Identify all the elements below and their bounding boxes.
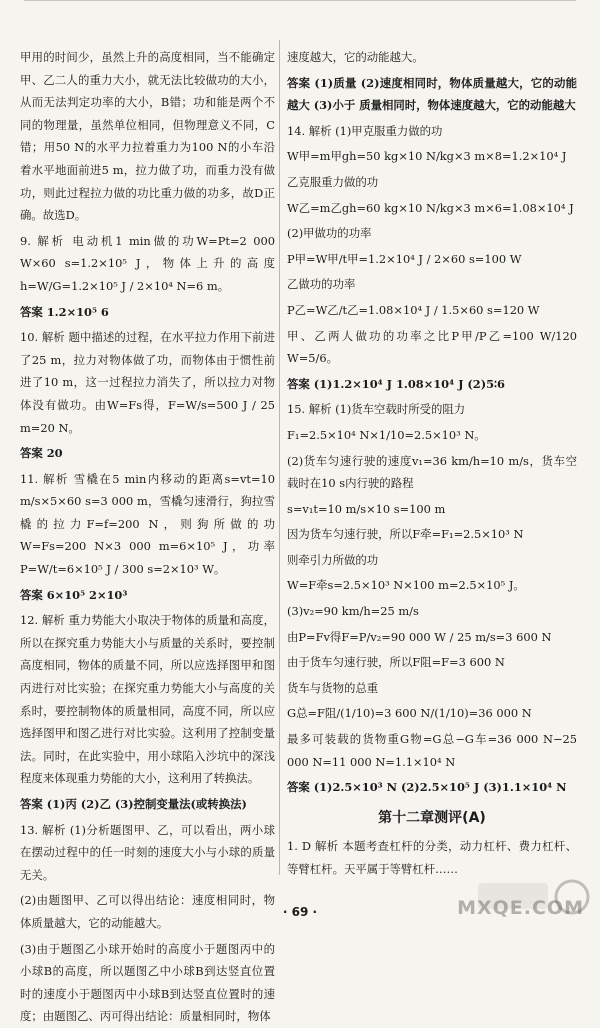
right-paragraph: W=F牵s=2.5×10³ N×100 m=2.5×10⁵ J。	[287, 578, 525, 593]
right-paragraph: (2)甲做功的功率	[287, 226, 372, 241]
right-paragraph: 则牵引力所做的功	[287, 552, 379, 567]
page-number: · 69 ·	[282, 905, 318, 919]
right-paragraph: G总=F阻/(1/10)=3 600 N/(1/10)=36 000 N	[287, 706, 532, 721]
right-answer: 答案 (1)1.2×10⁴ J 1.08×10⁴ J (2)5∶6	[287, 376, 505, 391]
left-paragraph: (3)由于题图乙小球开始时的高度小于题图丙中的小球B的高度，所以题图乙中小球B到达竖直位置时的速度小于题图丙中小球B到达竖直位置时的速度；由题图乙、丙可得出结论：质量相同时，物体	[20, 941, 275, 1024]
column-divider	[279, 40, 280, 875]
right-paragraph: 1. D 解析 本题考查杠杆的分类，动力杠杆、费力杠杆、等臂杠杆。天平属于等臂杠杆……	[287, 839, 577, 876]
right-paragraph: P甲=W甲/t甲=1.2×10⁴ J / 2×60 s=100 W	[287, 251, 522, 266]
right-paragraph: 速度越大，它的动能越大。	[287, 50, 424, 64]
right-paragraph: 甲、乙两人做功的功率之比P甲/P乙=100 W/120 W=5/6。	[287, 328, 577, 366]
right-paragraph: 乙做功的功率	[287, 277, 356, 292]
left-paragraph: 10. 解析 题中描述的过程，在水平拉力作用下前进了25 m，拉力对物体做了功，而物体由于惯性前进了10 m，这一过程拉力消失了，所以拉力对物体没有做功。由W=Fs得，F=W/s=500 J / 25 m=20 N。	[20, 330, 275, 435]
right-column	[287, 46, 577, 881]
right-paragraph: W乙=m乙gh=60 kg×10 N/kg×3 m×6=1.08×10⁴ J	[287, 200, 574, 215]
watermark-text: MXQE.COM	[457, 897, 584, 919]
right-answer: 答案 (1)质量 (2)速度相同时，物体质量越大，它的动能越大 (3)小于 质量相同时，物体速度越大，它的动能越大	[287, 75, 577, 113]
left-answer: 答案 1.2×10⁵ 6	[20, 304, 109, 319]
right-paragraph: F₁=2.5×10⁴ N×1/10=2.5×10³ N。	[287, 427, 486, 442]
watermark-logo	[457, 875, 594, 927]
right-paragraph: 14. 解析 (1)甲克服重力做的功	[287, 123, 443, 138]
left-paragraph: 9. 解析 电动机1 min做的功W=Pt=2 000 W×60 s=1.2×10⁵ J，物体上升的高度h=W/G=1.2×10⁵ J / 2×10⁴ N=6 m。	[20, 233, 275, 293]
right-paragraph: 货车与货物的总重	[287, 680, 379, 695]
right-paragraph: 15. 解析 (1)货车空载时所受的阻力	[287, 402, 466, 417]
left-answer: 答案 6×10⁵ 2×10³	[20, 587, 128, 602]
chapter-title: 第十二章测评(A)	[378, 809, 486, 826]
right-paragraph: 由于货车匀速行驶，所以F阻=F=3 600 N	[287, 655, 505, 670]
right-paragraph: s=v₁t=10 m/s×10 s=100 m	[287, 501, 446, 516]
right-paragraph: (2)货车匀速行驶的速度v₁=36 km/h=10 m/s，货车空载时在10 s内行驶的路程	[287, 453, 577, 491]
right-paragraph: 乙克服重力做的功	[287, 174, 379, 189]
right-answer: 答案 (1)2.5×10³ N (2)2.5×10⁵ J (3)1.1×10⁴ N	[287, 780, 567, 795]
left-paragraph: 甲用的时间少，虽然上升的高度相同，当不能确定甲、乙二人的重力大小，就无法比较做功的大小，从而无法判定功率的大小，B错；功和能是两个不同的物理量，虽然单位相同，但物理意义不同，C错；用50 N的水平力拉着重力为100 N的小车沿着水平地面前进5 m，拉力做了功，而重力没有做功，则此过程拉力做的功比重力做的功多，故D正确。故选D。	[20, 50, 275, 223]
left-column	[20, 46, 275, 1028]
left-paragraph: 11. 解析 雪橇在5 min内移动的距离s=vt=10 m/s×5×60 s=3 000 m，雪橇匀速滑行，狗拉雪橇的拉力F=f=200 N，则狗所做的功W=Fs=200 N×3 000 m=6×10⁵ J，功率P=W/t=6×10⁵ J / 300 s=2×10³ W。	[20, 471, 275, 577]
right-paragraph: P乙=W乙/t乙=1.08×10⁴ J / 1.5×60 s=120 W	[287, 302, 540, 317]
right-paragraph: 因为货车匀速行驶，所以F牵=F₁=2.5×10³ N	[287, 527, 524, 542]
right-paragraph: 由P=Fv得F=P/v₂=90 000 W / 25 m/s=3 600 N	[287, 629, 552, 644]
left-paragraph: (2)由题图甲、乙可以得出结论：速度相同时，物体质量越大，它的动能越大。	[20, 893, 275, 930]
right-paragraph: 最多可装载的货物重G物=G总−G车=36 000 N−25 000 N=11 000 N=1.1×10⁴ N	[287, 732, 577, 769]
left-paragraph: 13. 解析 (1)分析题图甲、乙，可以看出，两小球在摆动过程中的任一时刻的速度大小与小球的质量无关。	[20, 822, 275, 882]
left-paragraph: 12. 解析 重力势能大小取决于物体的质量和高度，所以在探究重力势能大小与质量的关系时，要控制高度相同，物体的质量不同，所以应选择图甲和图丙进行对比实验；在探究重力势能大小与高度的关系时，要控制物体的质量相同，高度不同，所以应选择图甲和图乙进行对比实验。这利用了控制变量法。同时，在此实验中，用小球陷入沙坑中的深浅程度来体现重力势能的大小，这利用了转换法。	[20, 613, 275, 786]
top-rule	[24, 0, 576, 1]
left-answer: 答案 (1)丙 (2)乙 (3)控制变量法(或转换法)	[20, 797, 247, 811]
right-paragraph: W甲=m甲gh=50 kg×10 N/kg×3 m×8=1.2×10⁴ J	[287, 149, 567, 164]
left-answer: 答案 20	[20, 446, 63, 461]
right-paragraph: (3)v₂=90 km/h=25 m/s	[287, 604, 419, 619]
